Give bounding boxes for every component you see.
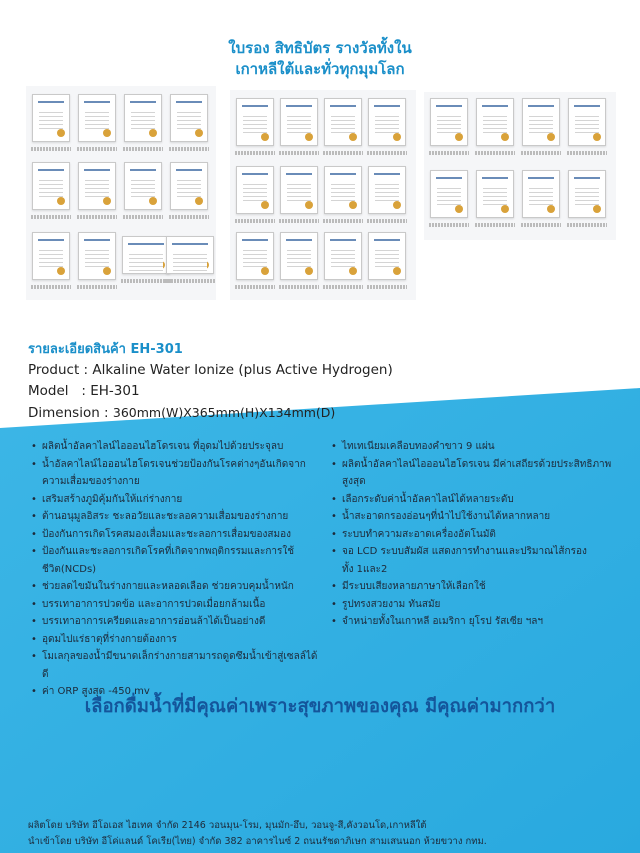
- feature-item-continuation: ความเสื่อมของร่างกาย: [42, 476, 140, 487]
- certificate-image: [170, 94, 208, 142]
- feature-item-continuation: ชีวิต(NCDs): [42, 563, 97, 575]
- certificate-image: [78, 94, 116, 142]
- certificate-image: [236, 166, 274, 214]
- certificate-image: [32, 162, 70, 210]
- certificate-image: [324, 232, 362, 280]
- product-specs: [28, 340, 628, 424]
- certificate-image: [476, 170, 514, 218]
- feature-item: • ค่า ORP สูงสุด -450 mv: [30, 683, 320, 701]
- certificate-image: [236, 98, 274, 146]
- feature-item: • รูปทรงสวยงาม ทันสมัย: [330, 596, 630, 614]
- product-detail-title: รายละเอียดสินค้า EH-301: [28, 342, 183, 357]
- certificate-image: [522, 170, 560, 218]
- certificate-image: [78, 232, 116, 280]
- heading-line-2: เกาหลีใต้และทั่วทุกมุมโลก: [235, 60, 405, 78]
- manufacturer-line: ผลิตโดย บริษัท อีโอเอส ไฮเทค จำกัด 2146 วอนมุน-โรม, มุนมัก-อึบ, วอนจู-สี,คังวอนโด,เกาหลีใต้: [28, 820, 427, 831]
- certificate-image: [78, 162, 116, 210]
- feature-item: • ผลิตน้ำอัลคาไลน์ไอออนไฮโดรเจน ที่อุดมไปด้วยประจุลบ: [30, 438, 320, 456]
- feature-item: • บรรเทาอาการปวดข้อ และอาการปวดเมื่อยกล้ามเนื้อ: [30, 596, 320, 614]
- feature-item: • เลือกระดับค่าน้ำอัลคาไลน์ได้หลายระดับ: [330, 491, 630, 509]
- certificate-image: [324, 98, 362, 146]
- certificate-image: [368, 232, 406, 280]
- feature-item: • น้ำสะอาดกรองอ่อนๆที่นำไปใช้งานได้หลากหลาย: [330, 508, 630, 526]
- feature-item: • ป้องกันการเกิดโรคสมองเสื่อมและชะลอการเสื่อมของสมอง: [30, 526, 320, 544]
- certificate-image: [236, 232, 274, 280]
- model-value: EH-301: [90, 383, 140, 399]
- certificate-image: [32, 232, 70, 280]
- certificate-image: [280, 166, 318, 214]
- features-left-column: [30, 438, 320, 701]
- certificate-image: [280, 232, 318, 280]
- feature-item: • ไทเทเนียมเคลือบทองคำขาว 9 แผ่น: [330, 438, 630, 456]
- model-line: [28, 381, 628, 402]
- certificate-image: [476, 98, 514, 146]
- feature-item: • มีระบบเสียงหลายภาษาให้เลือกใช้: [330, 578, 630, 596]
- certificate-image: [568, 98, 606, 146]
- importer-line: นำเข้าโดย บริษัท อีโค่แลนด์ โคเรีย(ไทย) จำกัด 382 อาคารไนซ์ 2 ถนนรัชดาภิเษก สามเสนนอก ห้วยขวาง กทม.: [28, 836, 487, 847]
- heading-line-1: ใบรอง สิทธิบัตร รางวัลทั้งใน: [228, 39, 412, 57]
- feature-item-continuation: สูงสุด: [342, 476, 366, 487]
- product-line: [28, 360, 628, 381]
- footer: [28, 818, 628, 850]
- feature-item: • จำหน่ายทั้งในเกาหลี อเมริกา ยุโรป รัสเซีย ฯลฯ: [330, 613, 630, 631]
- certificate-image: [368, 98, 406, 146]
- certificate-image: [430, 170, 468, 218]
- dimension-value: 360mm(W)X365mm(H)X134mm(D): [112, 405, 336, 420]
- certificate-image: [568, 170, 606, 218]
- feature-item: • ป้องกันและชะลอการเกิดโรคที่เกิดจากพฤติกรรมและการใช้: [30, 543, 320, 561]
- model-label: Model :: [28, 383, 91, 399]
- feature-item: • ช่วยลดไขมันในร่างกายและหลอดเลือด ช่วยควบคุมน้ำหนัก: [30, 578, 320, 596]
- certificate-image: [368, 166, 406, 214]
- product-label: Product :: [28, 362, 93, 378]
- product-value: Alkaline Water Ionize (plus Active Hydrogen): [92, 362, 393, 378]
- certificates-gallery: [26, 86, 616, 306]
- feature-item: • บรรเทาอาการเครียดและอาการอ่อนล้าได้เป็นอย่างดี: [30, 613, 320, 631]
- feature-item: • เสริมสร้างภูมิคุ้มกันให้แก่ร่างกาย: [30, 491, 320, 509]
- dimension-label: Dimension :: [28, 405, 113, 421]
- certificate-image: [124, 94, 162, 142]
- certificates-heading: [0, 38, 640, 80]
- feature-item: • ต้านอนุมูลอิสระ ชะลอวัยและชะลอความเสื่อมของร่างกาย: [30, 508, 320, 526]
- certificate-image: [124, 162, 162, 210]
- certificate-image: [430, 98, 468, 146]
- feature-item: • ผลิตน้ำอัลคาไลน์ไอออนไฮโดรเจน มีค่าเสถียรด้วยประสิทธิภาพ: [330, 456, 630, 474]
- features-right-column: [330, 438, 630, 631]
- certificate-image: [166, 236, 214, 274]
- certificate-image: [122, 236, 170, 274]
- feature-item: • ระบบทำความสะอาดเครื่องอัตโนมัติ: [330, 526, 630, 544]
- certificate-image: [522, 98, 560, 146]
- feature-item: • น้ำอัลคาไลน์ไอออนไฮโดรเจนช่วยป้องกันโรคต่างๆอันเกิดจาก: [30, 456, 320, 474]
- certificate-image: [280, 98, 318, 146]
- slogan: เลือกดื่มน้ำที่มีคุณค่าเพราะสุขภาพของคุณ มีคุณค่ามากกว่า: [84, 696, 556, 717]
- certificate-image: [32, 94, 70, 142]
- feature-item: • อุดมไปแร่ธาตุที่ร่างกายต้องการ: [30, 631, 320, 649]
- certificate-image: [170, 162, 208, 210]
- certificate-image: [324, 166, 362, 214]
- dimension-line: [28, 402, 628, 424]
- feature-item: • โมเลกุลของน้ำมีขนาดเล็กร่างกายสามารถดูดซึมน้ำเข้าสู่เซลล์ได้ดี: [30, 648, 320, 683]
- feature-item: • จอ LCD ระบบสัมผัส แสดงการทำงานและปริมาณไส้กรอง: [330, 543, 630, 561]
- feature-item-continuation: ทั้ง 1และ2: [342, 563, 388, 575]
